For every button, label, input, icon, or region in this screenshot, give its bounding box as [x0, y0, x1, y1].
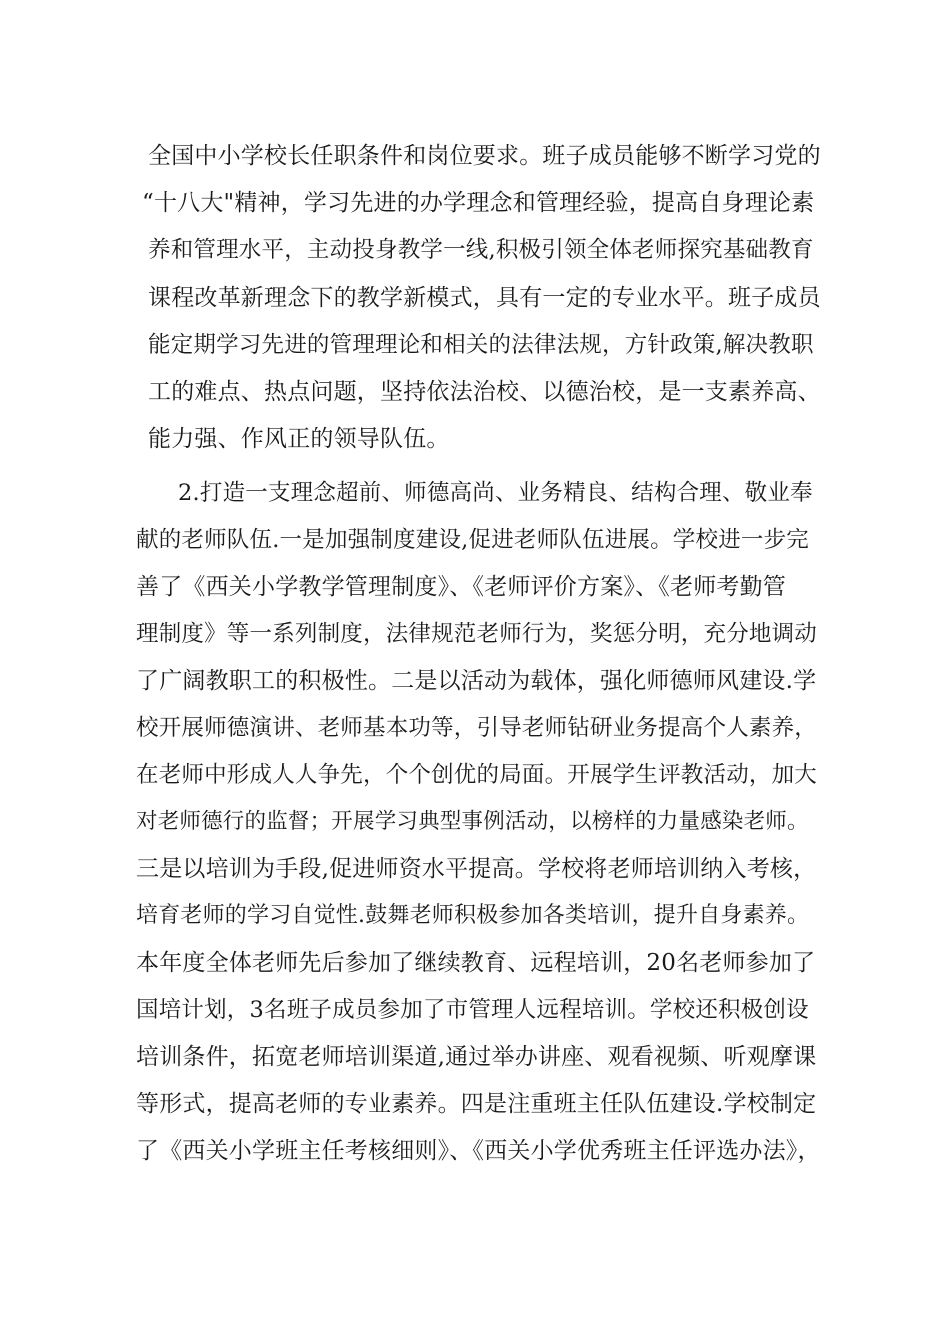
paragraph-1-line-5: 能定期学习先进的管理理论和相关的法律法规，方针政策,解决教职 — [148, 332, 814, 358]
paragraph-2-line-6: 校开展师德演讲、老师基本功等，引导老师钻研业务提高个人素养， — [136, 715, 818, 741]
paragraph-2-line-8: 对老师德行的监督；开展学习典型事例活动，以榜样的力量感染老师。 — [136, 809, 809, 834]
paragraph-2-line-9: 三是以培训为手段,促进师资水平提高。学校将老师培训纳入考核， — [136, 856, 817, 882]
paragraph-1-line-3: 养和管理水平，主动投身教学一线,积极引领全体老师探究基础教育 — [148, 237, 814, 263]
paragraph-2-line-14: 等形式，提高老师的专业素养。四是注重班主任队伍建设.学校制定 — [136, 1091, 817, 1117]
paragraph-2-line-3: 善了《西关小学教学管理制度》、《老师评价方案》、《老师考勤管 — [136, 574, 786, 600]
paragraph-1-line-1: 全国中小学校长任职条件和岗位要求。班子成员能够不断学习党的 — [148, 143, 821, 169]
paragraph-2-line-4: 理制度》等一系列制度，法律规范老师行为，奖惩分明，充分地调动 — [136, 621, 818, 647]
paragraph-1-line-7: 能力强、作风正的领导队伍。 — [148, 426, 450, 452]
paragraph-1-line-4: 课程改革新理念下的教学新模式，具有一定的专业水平。班子成员 — [148, 285, 821, 311]
paragraph-2-line-10: 培育老师的学习自觉性.鼓舞老师积极参加各类培训，提升自身素养。 — [136, 903, 810, 928]
paragraph-2-line-15: 了《西关小学班主任考核细则》、《西关小学优秀班主任评选办法》， — [136, 1138, 821, 1164]
paragraph-2-line-5: 了广阔教职工的积极性。二是以活动为载体，强化师德师风建设.学 — [136, 668, 817, 694]
paragraph-2-line-1: 2.打造一支理念超前、师德高尚、业务精良、结构合理、敬业奉 — [178, 480, 813, 506]
paragraph-2-line-2: 献的老师队伍.一是加强制度建设,促进老师队伍进展。学校进一步完 — [136, 527, 810, 553]
paragraph-1-line-2: “十八大"精神，学习先进的办学理念和管理经验，提高自身理论素 — [142, 190, 815, 216]
paragraph-2-line-12: 国培计划，3名班子成员参加了市管理人远程培训。学校还积极创设 — [136, 997, 809, 1023]
paragraph-2-line-13: 培训条件，拓宽老师培训渠道,通过举办讲座、观看视频、听观摩课 — [136, 1044, 817, 1070]
paragraph-2-line-11: 本年度全体老师先后参加了继续教育、远程培训，20名老师参加了 — [136, 950, 816, 976]
paragraph-1-line-6: 工的难点、热点问题，坚持依法治校、以德治校，是一支素养高、 — [148, 379, 821, 405]
paragraph-2-line-7: 在老师中形成人人争先，个个创优的局面。开展学生评教活动，加大 — [136, 762, 818, 788]
